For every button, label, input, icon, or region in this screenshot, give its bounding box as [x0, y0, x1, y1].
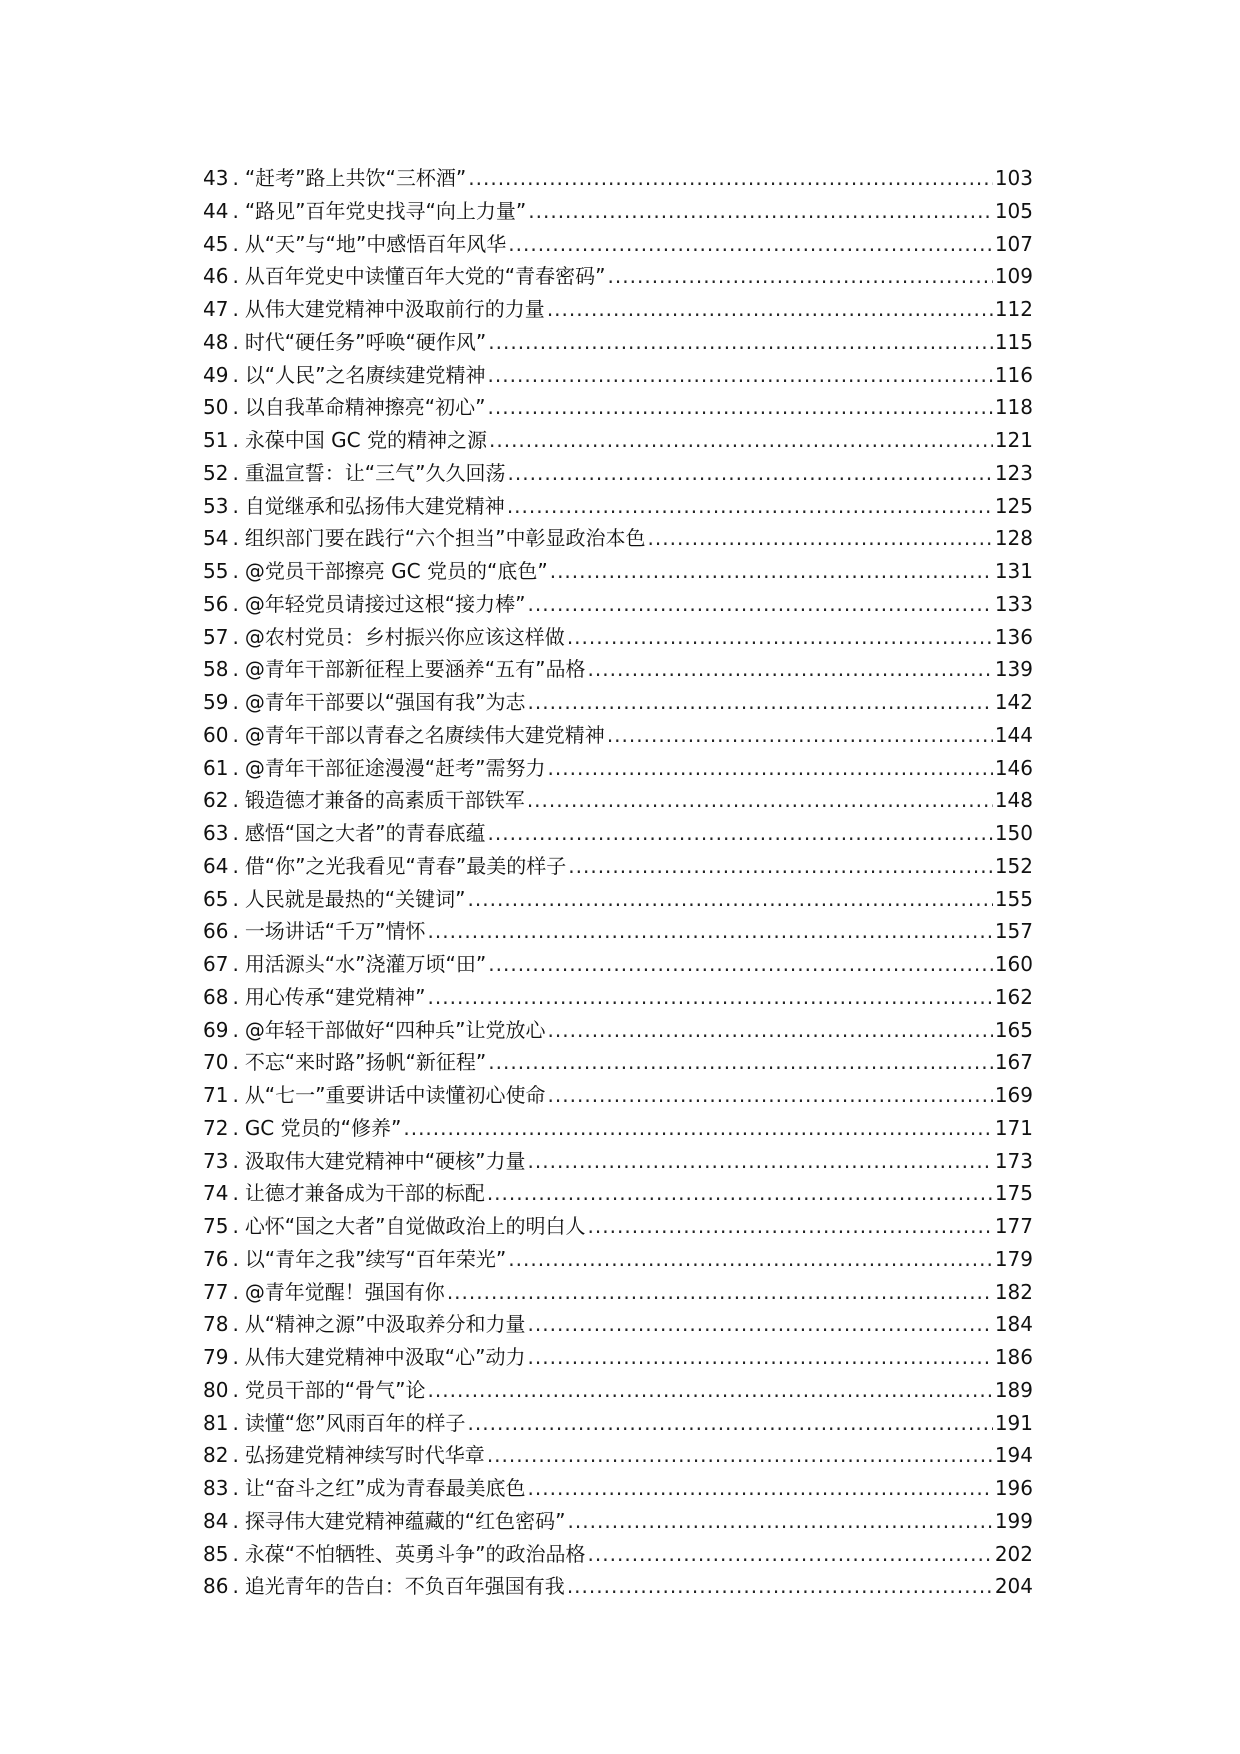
- entry-title: @年轻党员请接过这根“接力棒”: [244, 591, 526, 616]
- entry-separator: .: [232, 1181, 239, 1206]
- entry-separator: .: [232, 1345, 239, 1369]
- entry-page-number: 123: [994, 460, 1033, 485]
- entry-number: 64: [203, 853, 229, 878]
- entry-title: 以自我革命精神擦亮“初心”: [244, 395, 486, 420]
- toc-entry[interactable]: [203, 948, 1033, 981]
- entry-separator: .: [232, 624, 239, 649]
- toc-entry[interactable]: [203, 326, 1033, 359]
- toc-entry[interactable]: [203, 1145, 1033, 1178]
- entry-title: @农村党员：乡村振兴你应该这样做: [244, 624, 565, 649]
- entry-page-number: 125: [994, 493, 1033, 518]
- toc-entry[interactable]: [203, 457, 1033, 490]
- entry-page-number: 116: [994, 362, 1033, 387]
- entry-title: 借“你”之光我看见“青春”最美的样子: [244, 853, 567, 878]
- toc-entry[interactable]: [203, 490, 1033, 523]
- entry-title: 人民就是最热的“关键词”: [244, 886, 466, 911]
- entry-separator: .: [232, 788, 239, 813]
- entry-title: @青年干部要以“强国有我”为志: [244, 690, 526, 714]
- entry-separator: .: [232, 657, 239, 682]
- toc-entry[interactable]: [203, 981, 1033, 1014]
- entry-separator: .: [232, 1050, 239, 1075]
- dot-leader: [648, 522, 993, 555]
- entry-page-number: 196: [994, 1476, 1033, 1500]
- toc-entry[interactable]: [203, 1407, 1033, 1440]
- entry-number: 67: [203, 952, 229, 976]
- toc-entry[interactable]: [203, 719, 1033, 752]
- entry-number: 45: [203, 231, 229, 256]
- dot-leader: [468, 162, 993, 195]
- entry-separator: .: [232, 1410, 239, 1435]
- toc-entry[interactable]: [203, 1243, 1033, 1276]
- entry-number: 81: [203, 1410, 229, 1435]
- entry-number: 83: [203, 1476, 229, 1500]
- dot-leader: [528, 1308, 993, 1341]
- entry-separator: .: [232, 1574, 239, 1599]
- toc-entry[interactable]: [203, 1112, 1033, 1145]
- toc-entry[interactable]: [203, 1046, 1033, 1079]
- toc-entry[interactable]: [203, 260, 1033, 293]
- entry-number: 46: [203, 264, 229, 289]
- dot-leader: [528, 588, 993, 621]
- entry-title: 从“七一”重要讲话中读懂初心使命: [244, 1083, 546, 1107]
- toc-entry[interactable]: [203, 850, 1033, 883]
- dot-leader: [550, 555, 993, 588]
- toc-entry[interactable]: [203, 391, 1033, 424]
- entry-number: 50: [203, 395, 229, 420]
- entry-separator: .: [232, 755, 239, 780]
- entry-separator: .: [232, 722, 239, 747]
- entry-number: 60: [203, 722, 229, 747]
- dot-leader: [488, 948, 993, 981]
- toc-entry[interactable]: [203, 162, 1033, 195]
- entry-number: 48: [203, 329, 229, 354]
- entry-number: 69: [203, 1017, 229, 1042]
- entry-separator: .: [232, 493, 239, 518]
- dot-leader: [528, 195, 993, 228]
- toc-entry[interactable]: [203, 1570, 1033, 1603]
- entry-title: 追光青年的告白：不负百年强国有我: [244, 1574, 565, 1599]
- entry-number: 70: [203, 1050, 229, 1075]
- entry-page-number: 162: [994, 984, 1033, 1009]
- toc-entry[interactable]: [203, 883, 1033, 916]
- entry-page-number: 167: [994, 1050, 1033, 1075]
- toc-entry[interactable]: [203, 1472, 1033, 1505]
- entry-number: 44: [203, 198, 229, 223]
- entry-number: 52: [203, 460, 229, 485]
- entry-page-number: 131: [994, 559, 1033, 583]
- toc-entry[interactable]: [203, 915, 1033, 948]
- dot-leader: [507, 490, 993, 523]
- dot-leader: [508, 228, 993, 261]
- entry-page-number: 105: [994, 198, 1033, 223]
- dot-leader: [428, 1374, 993, 1407]
- entry-title: @青年干部以青春之名赓续伟大建党精神: [244, 722, 605, 747]
- entry-page-number: 173: [994, 1148, 1033, 1173]
- entry-separator: .: [232, 1541, 239, 1566]
- entry-page-number: 169: [994, 1083, 1033, 1107]
- entry-page-number: 165: [994, 1017, 1033, 1042]
- entry-number: 86: [203, 1574, 229, 1599]
- entry-title: 感悟“国之大者”的青春底蕴: [244, 821, 486, 845]
- entry-number: 75: [203, 1214, 229, 1238]
- toc-entry[interactable]: [203, 293, 1033, 326]
- entry-page-number: 184: [994, 1312, 1033, 1337]
- entry-separator: .: [232, 1214, 239, 1238]
- entry-page-number: 118: [994, 395, 1033, 420]
- entry-title: @青年觉醒！强国有你: [244, 1279, 445, 1304]
- toc-entry[interactable]: [203, 1177, 1033, 1210]
- entry-title: 不忘“来时路”扬帆“新征程”: [244, 1050, 487, 1075]
- entry-title: 永葆中国 GC 党的精神之源: [244, 428, 487, 452]
- entry-separator: .: [232, 821, 239, 845]
- entry-page-number: 155: [994, 886, 1033, 911]
- entry-number: 55: [203, 559, 229, 583]
- entry-page-number: 177: [994, 1214, 1033, 1238]
- entry-number: 79: [203, 1345, 229, 1369]
- entry-page-number: 148: [994, 788, 1033, 813]
- entry-number: 71: [203, 1083, 229, 1107]
- entry-number: 82: [203, 1443, 229, 1468]
- entry-title: 重温宣誓：让“三气”久久回荡: [244, 460, 506, 485]
- entry-separator: .: [232, 886, 239, 911]
- entry-number: 65: [203, 886, 229, 911]
- toc-entry[interactable]: [203, 1505, 1033, 1538]
- entry-number: 53: [203, 493, 229, 518]
- dot-leader: [428, 981, 993, 1014]
- entry-title: 一场讲话“千万”情怀: [244, 919, 426, 944]
- entry-separator: .: [232, 1083, 239, 1107]
- entry-separator: .: [232, 1246, 239, 1271]
- entry-title: 从百年党史中读懂百年大党的“青春密码”: [244, 264, 606, 289]
- dot-leader: [567, 1570, 993, 1603]
- dot-leader: [428, 915, 993, 948]
- entry-title: 弘扬建党精神续写时代华章: [244, 1443, 485, 1468]
- entry-separator: .: [232, 329, 239, 354]
- entry-separator: .: [232, 690, 239, 714]
- entry-separator: .: [232, 166, 239, 190]
- dot-leader: [588, 1538, 993, 1571]
- entry-number: 51: [203, 428, 229, 452]
- dot-leader: [488, 1046, 993, 1079]
- dot-leader: [487, 1177, 993, 1210]
- entry-page-number: 171: [994, 1115, 1033, 1140]
- entry-page-number: 189: [994, 1377, 1033, 1402]
- dot-leader: [588, 653, 993, 686]
- toc-entry[interactable]: [203, 1341, 1033, 1374]
- entry-page-number: 175: [994, 1181, 1033, 1206]
- dot-leader: [488, 359, 993, 392]
- toc-entry[interactable]: [203, 1079, 1033, 1112]
- entry-number: 80: [203, 1377, 229, 1402]
- entry-page-number: 199: [994, 1508, 1033, 1533]
- entry-separator: .: [232, 919, 239, 944]
- entry-title: 锻造德才兼备的高素质干部铁军: [244, 788, 525, 813]
- toc-entry[interactable]: [203, 522, 1033, 555]
- entry-page-number: 112: [994, 297, 1033, 321]
- entry-page-number: 109: [994, 264, 1033, 289]
- entry-page-number: 202: [994, 1541, 1033, 1566]
- entry-title: 永葆“不怕牺牲、英勇斗争”的政治品格: [244, 1541, 586, 1566]
- entry-number: 54: [203, 526, 229, 551]
- entry-separator: .: [232, 264, 239, 289]
- entry-number: 56: [203, 591, 229, 616]
- entry-separator: .: [232, 1312, 239, 1337]
- dot-leader: [488, 391, 993, 424]
- entry-page-number: 160: [994, 952, 1033, 976]
- entry-number: 66: [203, 919, 229, 944]
- entry-title: @青年干部新征程上要涵养“五有”品格: [244, 657, 586, 682]
- dot-leader: [468, 1407, 993, 1440]
- entry-separator: .: [232, 297, 239, 321]
- dot-leader: [487, 1439, 993, 1472]
- entry-separator: .: [232, 1476, 239, 1500]
- entry-number: 72: [203, 1115, 229, 1140]
- entry-title: @党员干部擦亮 GC 党员的“底色”: [244, 559, 548, 583]
- entry-title: 探寻伟大建党精神蕴藏的“红色密码”: [244, 1508, 566, 1533]
- toc-entry[interactable]: [203, 752, 1033, 785]
- entry-number: 78: [203, 1312, 229, 1337]
- entry-separator: .: [232, 984, 239, 1009]
- dot-leader: [548, 1079, 993, 1112]
- toc-entry[interactable]: [203, 555, 1033, 588]
- entry-page-number: 139: [994, 657, 1033, 682]
- dot-leader: [508, 1243, 993, 1276]
- entry-page-number: 191: [994, 1410, 1033, 1435]
- toc-entry[interactable]: [203, 686, 1033, 719]
- dot-leader: [567, 621, 993, 654]
- toc-entry[interactable]: [203, 1374, 1033, 1407]
- entry-number: 62: [203, 788, 229, 813]
- entry-title: 从“精神之源”中汲取养分和力量: [244, 1312, 526, 1337]
- toc-entry[interactable]: [203, 588, 1033, 621]
- entry-separator: .: [232, 460, 239, 485]
- entry-separator: .: [232, 1017, 239, 1042]
- toc-entry[interactable]: [203, 1210, 1033, 1243]
- entry-number: 49: [203, 362, 229, 387]
- entry-title: 读懂“您”风雨百年的样子: [244, 1410, 466, 1435]
- entry-separator: .: [232, 1279, 239, 1304]
- dot-leader: [527, 784, 993, 817]
- entry-number: 74: [203, 1181, 229, 1206]
- entry-page-number: 182: [994, 1279, 1033, 1304]
- entry-title: 从“天”与“地”中感悟百年风华: [244, 231, 507, 256]
- dot-leader: [588, 1210, 993, 1243]
- entry-title: 时代“硬任务”呼唤“硬作风”: [244, 329, 487, 354]
- entry-title: 从伟大建党精神中汲取前行的力量: [244, 297, 545, 321]
- table-of-contents: [203, 162, 1033, 1603]
- entry-title: 党员干部的“骨气”论: [244, 1377, 426, 1402]
- entry-page-number: 107: [994, 231, 1033, 256]
- entry-page-number: 152: [994, 853, 1033, 878]
- entry-separator: .: [232, 428, 239, 452]
- entry-page-number: 186: [994, 1345, 1033, 1369]
- entry-separator: .: [232, 559, 239, 583]
- toc-entry[interactable]: [203, 1014, 1033, 1047]
- entry-separator: .: [232, 231, 239, 256]
- entry-separator: .: [232, 1377, 239, 1402]
- toc-entry[interactable]: [203, 653, 1033, 686]
- entry-number: 57: [203, 624, 229, 649]
- entry-title: 汲取伟大建党精神中“硬核”力量: [244, 1148, 526, 1173]
- entry-separator: .: [232, 952, 239, 976]
- entry-page-number: 128: [994, 526, 1033, 551]
- entry-title: GC 党员的“修养”: [244, 1115, 402, 1140]
- toc-entry[interactable]: [203, 1538, 1033, 1571]
- entry-separator: .: [232, 362, 239, 387]
- entry-number: 76: [203, 1246, 229, 1271]
- entry-number: 85: [203, 1541, 229, 1566]
- entry-page-number: 146: [994, 755, 1033, 780]
- entry-separator: .: [232, 853, 239, 878]
- entry-number: 84: [203, 1508, 229, 1533]
- entry-page-number: 194: [994, 1443, 1033, 1468]
- dot-leader: [488, 817, 993, 850]
- dot-leader: [489, 424, 993, 457]
- entry-number: 68: [203, 984, 229, 1009]
- toc-entry[interactable]: [203, 228, 1033, 261]
- entry-title: 心怀“国之大者”自觉做政治上的明白人: [244, 1214, 586, 1238]
- entry-title: 用活源头“水”浇灌万顷“田”: [244, 952, 487, 976]
- entry-title: 以“青年之我”续写“百年荣光”: [244, 1246, 507, 1271]
- toc-entry[interactable]: [203, 784, 1033, 817]
- entry-page-number: 115: [994, 329, 1033, 354]
- entry-separator: .: [232, 1508, 239, 1533]
- entry-page-number: 157: [994, 919, 1033, 944]
- entry-title: 让“奋斗之红”成为青春最美底色: [244, 1476, 526, 1500]
- entry-title: 组织部门要在践行“六个担当”中彰显政治本色: [244, 526, 646, 551]
- toc-entry[interactable]: [203, 1308, 1033, 1341]
- entry-title: @青年干部征途漫漫“赶考”需努力: [244, 755, 546, 780]
- entry-title: “赶考”路上共饮“三杯酒”: [244, 166, 467, 190]
- dot-leader: [528, 686, 993, 719]
- toc-entry[interactable]: [203, 1439, 1033, 1472]
- dot-leader: [548, 1014, 993, 1047]
- toc-entry[interactable]: [203, 621, 1033, 654]
- entry-page-number: 133: [994, 591, 1033, 616]
- toc-entry[interactable]: [203, 817, 1033, 850]
- dot-leader: [548, 752, 993, 785]
- dot-leader: [528, 1145, 993, 1178]
- toc-entry[interactable]: [203, 1276, 1033, 1309]
- dot-leader: [468, 883, 993, 916]
- entry-number: 58: [203, 657, 229, 682]
- entry-separator: .: [232, 1148, 239, 1173]
- toc-entry[interactable]: [203, 195, 1033, 228]
- entry-separator: .: [232, 1443, 239, 1468]
- entry-page-number: 121: [994, 428, 1033, 452]
- toc-entry[interactable]: [203, 359, 1033, 392]
- dot-leader: [403, 1112, 992, 1145]
- entry-title: 从伟大建党精神中汲取“心”动力: [244, 1345, 526, 1369]
- entry-number: 63: [203, 821, 229, 845]
- dot-leader: [568, 850, 993, 883]
- entry-number: 61: [203, 755, 229, 780]
- toc-entry[interactable]: [203, 424, 1033, 457]
- entry-number: 77: [203, 1279, 229, 1304]
- entry-number: 73: [203, 1148, 229, 1173]
- entry-page-number: 204: [994, 1574, 1033, 1599]
- dot-leader: [568, 1505, 993, 1538]
- entry-number: 43: [203, 166, 229, 190]
- entry-page-number: 179: [994, 1246, 1033, 1271]
- entry-title: “路见”百年党史找寻“向上力量”: [244, 198, 527, 223]
- dot-leader: [528, 1472, 993, 1505]
- entry-page-number: 103: [994, 166, 1033, 190]
- entry-title: 自觉继承和弘扬伟大建党精神: [244, 493, 505, 518]
- dot-leader: [608, 260, 993, 293]
- entry-separator: .: [232, 198, 239, 223]
- dot-leader: [607, 719, 993, 752]
- dot-leader: [547, 293, 993, 326]
- dot-leader: [447, 1276, 993, 1309]
- entry-separator: .: [232, 395, 239, 420]
- entry-title: 用心传承“建党精神”: [244, 984, 426, 1009]
- dot-leader: [488, 326, 993, 359]
- entry-title: @年轻干部做好“四种兵”让党放心: [244, 1017, 546, 1042]
- dot-leader: [508, 457, 993, 490]
- entry-separator: .: [232, 526, 239, 551]
- entry-page-number: 150: [994, 821, 1033, 845]
- dot-leader: [528, 1341, 993, 1374]
- entry-page-number: 136: [994, 624, 1033, 649]
- entry-title: 以“人民”之名赓续建党精神: [244, 362, 486, 387]
- entry-page-number: 144: [994, 722, 1033, 747]
- entry-separator: .: [232, 1115, 239, 1140]
- entry-page-number: 142: [994, 690, 1033, 714]
- entry-title: 让德才兼备成为干部的标配: [244, 1181, 485, 1206]
- entry-separator: .: [232, 591, 239, 616]
- entry-number: 47: [203, 297, 229, 321]
- entry-number: 59: [203, 690, 229, 714]
